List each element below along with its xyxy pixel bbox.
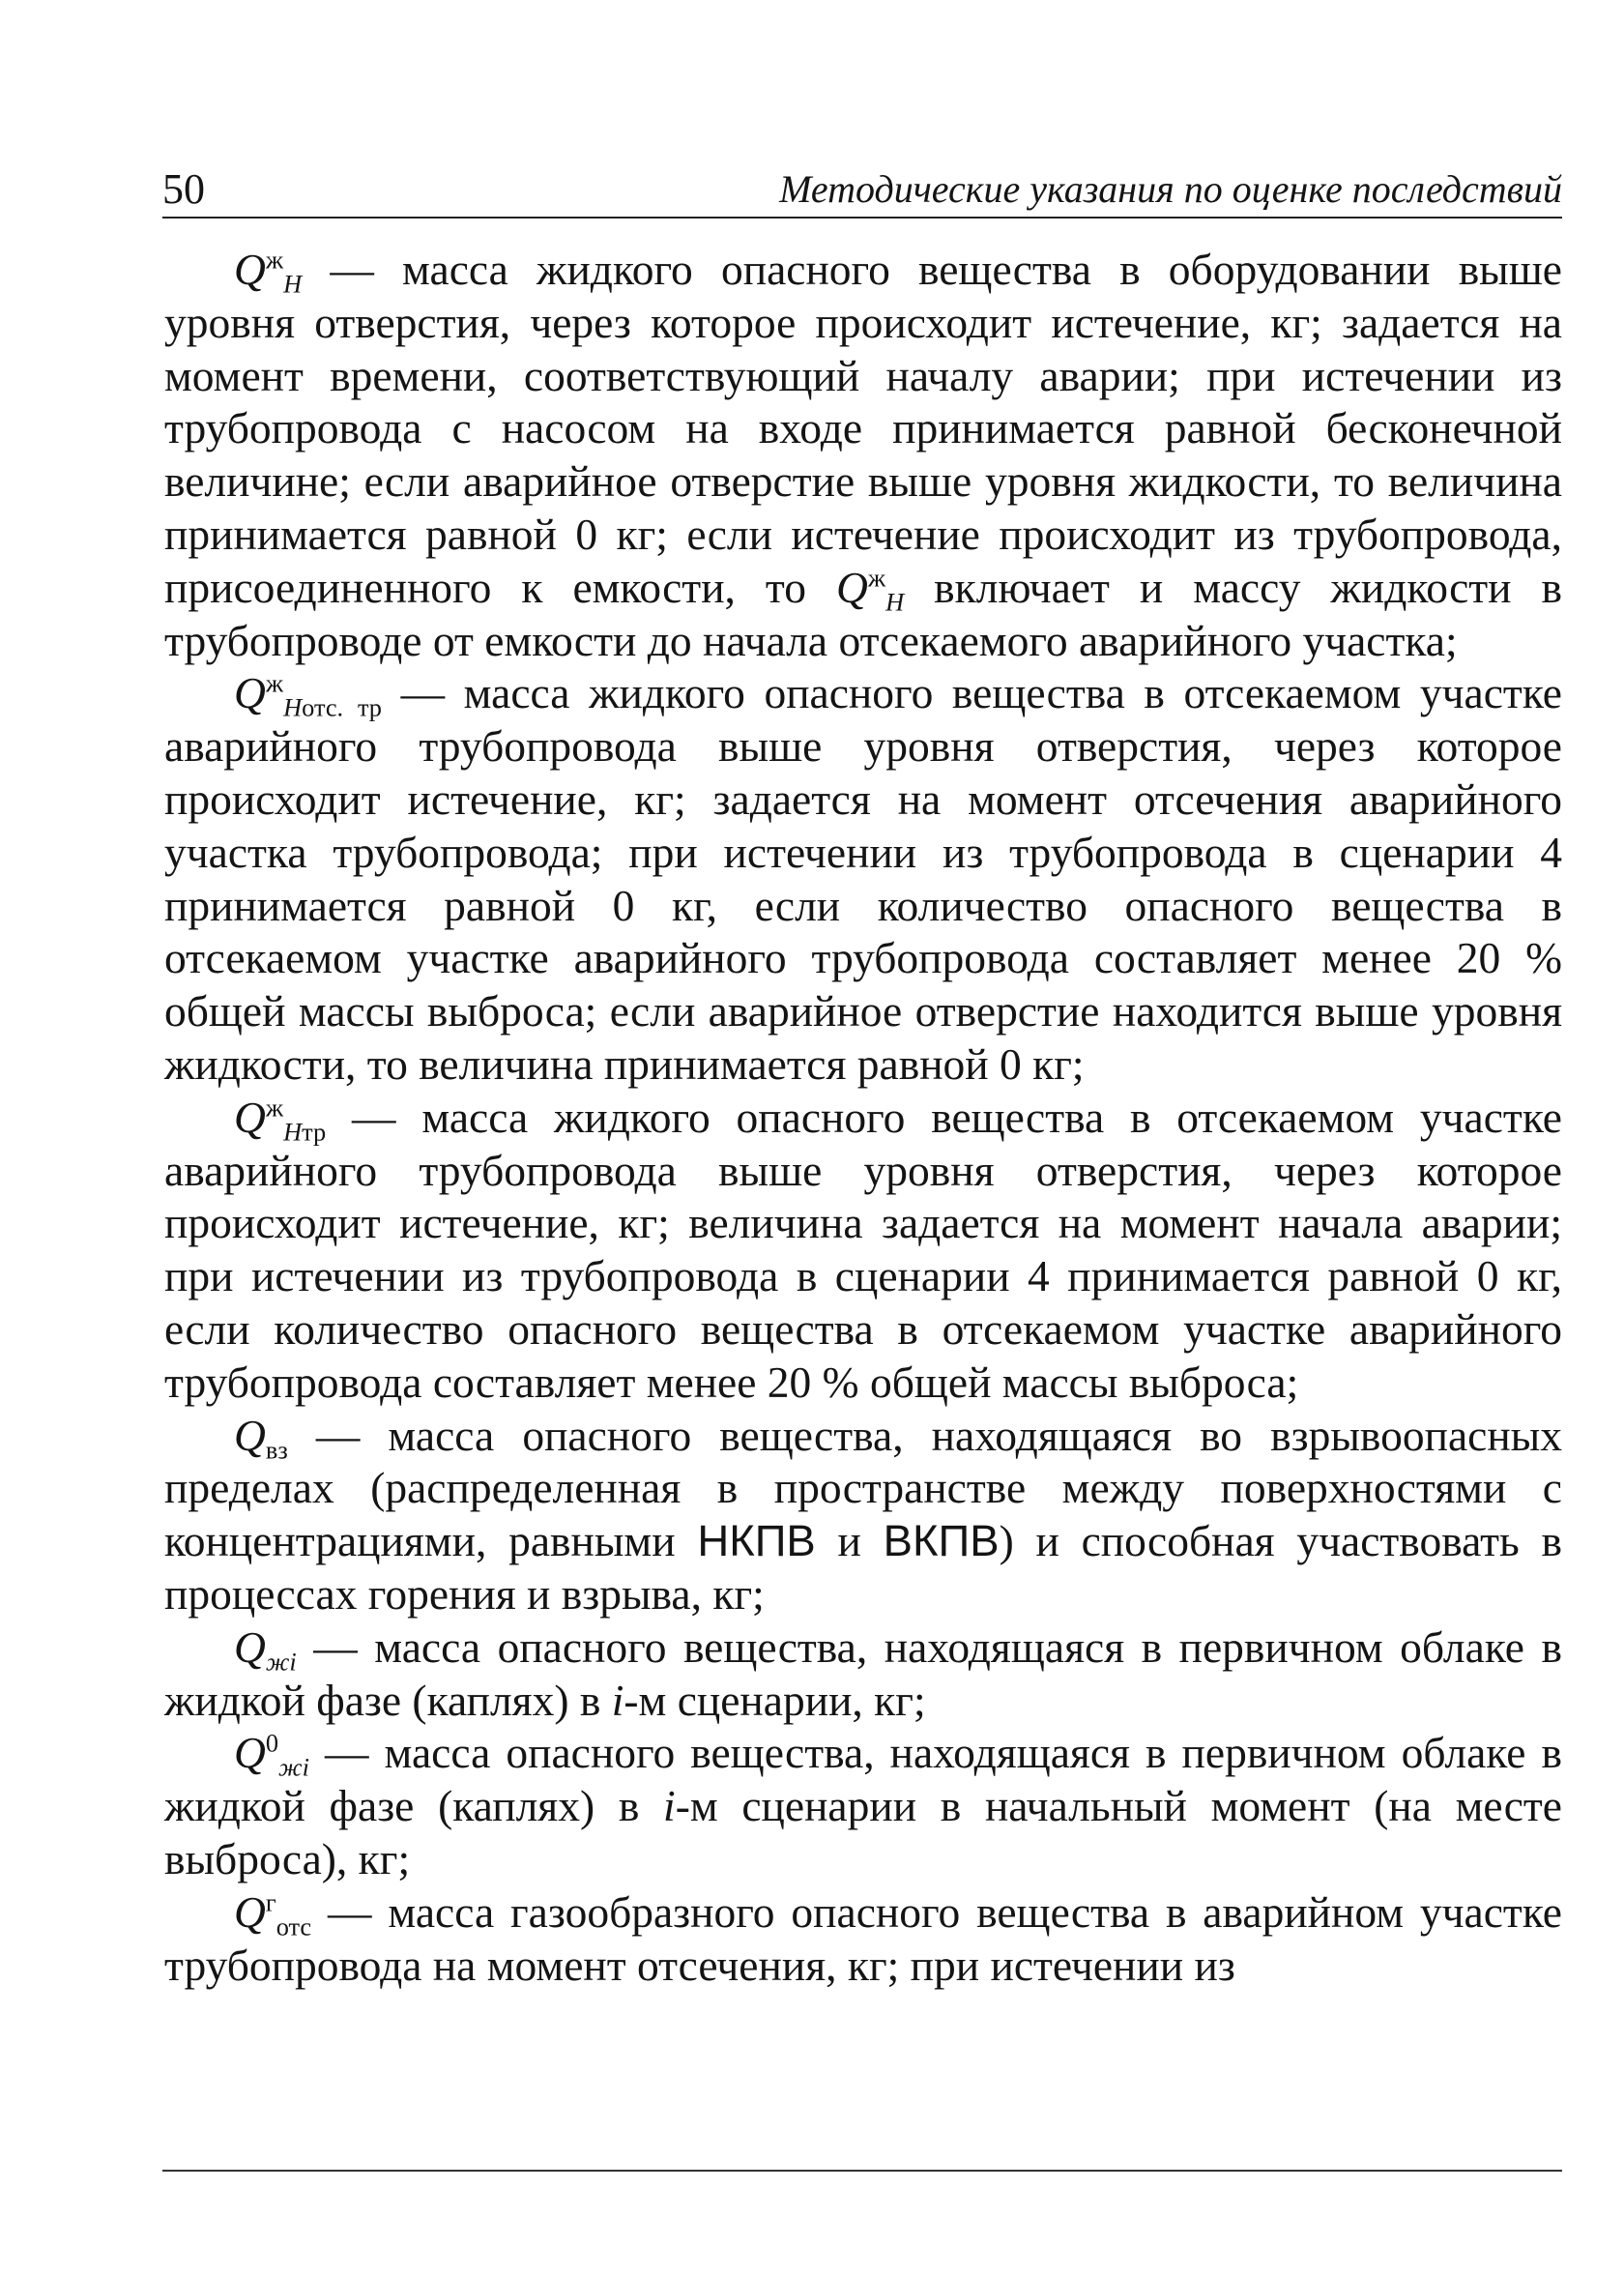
symbol-base: Q: [234, 1410, 266, 1460]
definition-paragraph: [164, 1621, 1562, 1728]
definition-text: — масса жидкого опасного вещества в отсекаемом участке аварийного трубопровода выше уровня отверстия, через которое происходит истечение, кг; задается на момент отсечения аварийного участка трубопровода; при истечении из трубопровода в сценарии 4 принимается равной 0 кг, если количество опасного вещества в отсекаемом участке аварийного трубопровода составляет менее 20 % общей массы выброса; если аварийное отверстие находится выше уровня жидкости, то величина принимается равной 0 кг;: [164, 668, 1562, 1089]
definition-text: -м сценарии, кг;: [624, 1675, 926, 1725]
definition-paragraph: [164, 1410, 1562, 1621]
definition-text: — масса газообразного опасного вещества в аварийном участке трубопровода на момент отсечения, кг; при истечении из: [164, 1886, 1562, 1990]
abbreviation: НКПВ: [697, 1516, 816, 1566]
symbol-subscript-index: вз: [265, 1434, 288, 1464]
symbol-superscript: 0: [265, 1728, 279, 1758]
definition-symbol: [234, 1621, 297, 1677]
symbol-subscript: [283, 693, 382, 722]
definition-symbol: [234, 668, 382, 722]
definition-symbol: [234, 1728, 309, 1782]
page-number: 50: [162, 165, 205, 213]
symbol-subscript: [283, 269, 302, 298]
definition-text: включает и массу жидкости в трубопроводе от емкости до начала отсекаемого аварийного участка;: [164, 562, 1562, 665]
definition-symbol: [234, 1092, 327, 1147]
definition-paragraph: [164, 1727, 1562, 1885]
definition-text: ) и способная участвовать в процессах горения и взрыва, кг;: [164, 1516, 1562, 1619]
symbol-subscript-main: H: [283, 269, 303, 299]
symbol-subscript-index: тр: [302, 1117, 327, 1147]
definition-text: — масса жидкого опасного вещества в отсекаемом участке аварийного трубопровода выше уровня отверстия, через которое происходит истечение, кг; величина задается на момент начала аварии; при истечении из трубопровода в сценарии 4 принимается равной 0 кг, если количество опасного вещества в отсекаемом участке аварийного трубопровода составляет менее 20 % общей массы выброса;: [164, 1092, 1562, 1407]
definition-paragraph: [164, 244, 1562, 667]
running-title: Методические указания по оценке последствий: [779, 167, 1562, 211]
definition-symbol: [234, 1410, 288, 1464]
symbol-subscript-index: отс. тр: [302, 692, 382, 722]
symbol-superscript: ж: [265, 669, 284, 699]
symbol-subscript-main: H: [885, 587, 905, 617]
symbol-subscript-index: отс: [276, 1912, 312, 1941]
italic-index: i: [663, 1781, 676, 1831]
inline-symbol: [835, 562, 905, 617]
symbol-base: Q: [234, 245, 266, 294]
symbol-subscript: [266, 1435, 288, 1464]
symbol-base: Q: [234, 1092, 266, 1142]
symbol-superscript: г: [265, 1887, 276, 1917]
definition-text: — масса жидкого опасного вещества в оборудовании выше уровня отверстия, через которое происходит истечение, кг; задается на момент времени, соответствующий началу аварии; при истечении из трубопровода с насосом на входе принимается равной бесконечной величине; если аварийное отверстие выше уровня жидкости, то величина принимается равной 0 кг; если истечение происходит из трубопровода, присоединенного к емкости, то: [164, 245, 1562, 612]
symbol-superscript: ж: [265, 1093, 284, 1123]
symbol-subscript: [885, 587, 904, 616]
definition-symbol: [234, 245, 303, 299]
symbol-subscript-main: H: [283, 692, 303, 722]
definition-paragraph: [164, 667, 1562, 1091]
symbol-subscript-main: жi: [278, 1752, 309, 1782]
symbol-subscript: [276, 1912, 311, 1941]
header-divider: [162, 217, 1562, 219]
italic-index: i: [611, 1675, 624, 1725]
symbol-subscript: [266, 1647, 297, 1676]
definition-text: — масса опасного вещества, находящаяся в первичном облаке в жидкой фазе (каплях) в: [164, 1621, 1562, 1725]
symbol-base: Q: [234, 1621, 266, 1672]
footer-divider: [162, 2170, 1562, 2172]
symbol-subscript: [283, 1117, 326, 1146]
definition-paragraph: [164, 1886, 1562, 1993]
page-header: [162, 164, 1562, 215]
symbol-base: Q: [234, 1886, 266, 1937]
symbol-subscript-main: H: [283, 1117, 303, 1147]
symbol-superscript: ж: [867, 563, 886, 593]
symbol-superscript: ж: [265, 245, 284, 275]
symbol-base: Q: [835, 562, 868, 612]
definition-text: — масса опасного вещества, находящаяся во взрывоопасных пределах (распределенная в пространстве между поверхностями с концентрациями, равными: [164, 1410, 1562, 1566]
definition-paragraph: [164, 1092, 1562, 1410]
symbol-base: Q: [234, 668, 266, 718]
symbol-subscript-main: жi: [265, 1647, 297, 1677]
definition-text: -м сценарии в начальный момент (на месте выброса), кг;: [164, 1781, 1562, 1883]
symbol-subscript: [278, 1753, 309, 1782]
symbol-base: Q: [234, 1728, 266, 1778]
abbreviation: ВКПВ: [883, 1516, 1000, 1566]
definition-text: и: [815, 1516, 884, 1566]
definition-text: — масса опасного вещества, находящаяся в первичном облаке в жидкой фазе (каплях) в: [164, 1728, 1562, 1831]
definition-symbol: [234, 1886, 312, 1941]
definitions-list: [164, 244, 1562, 1992]
